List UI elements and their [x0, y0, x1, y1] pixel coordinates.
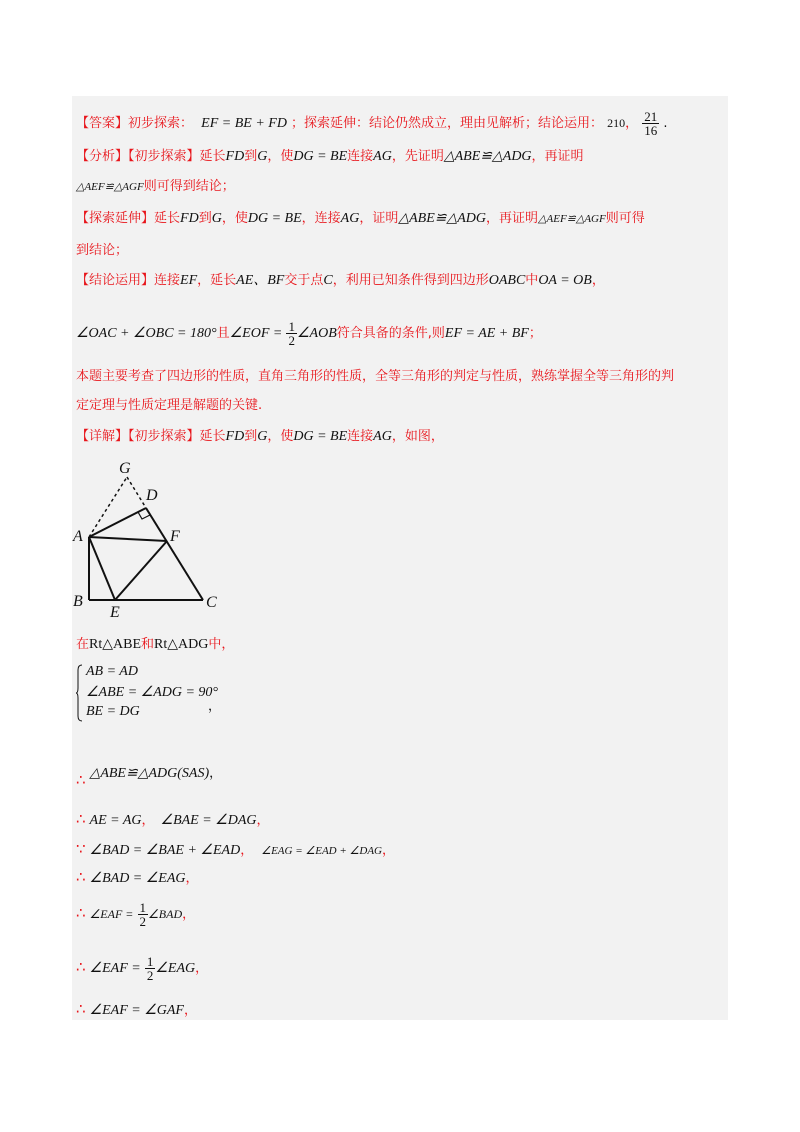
- analysis-line-2: △AEF≌△AGF则可得到结论；: [76, 179, 235, 194]
- step-5: ∴ ∠EAF = $\frac{1}{2}$ ∠BAD，: [76, 900, 196, 929]
- step-3: ∵ ∠BAD = ∠BAE + ∠EAD， ∠EAG = ∠EAD + ∠DAG，: [76, 840, 396, 858]
- step-6: ∴ ∠EAF = $\frac{1}{2}$ ∠EAG，: [76, 954, 209, 983]
- step-7: ∴ ∠EAF = ∠GAF，: [76, 1000, 197, 1018]
- equation-row-3: BE = DG: [86, 704, 140, 719]
- step-6-fraction: $\frac{1}{2}$: [146, 954, 154, 983]
- label-c: C: [206, 594, 217, 611]
- answer-line: 【答案】初步探索： EF = BE + FD ；探索延伸：结论仍然成立，理由见解析；结论运用： 210， $\frac{21}{16}$ .: [76, 109, 668, 138]
- label-g: G: [119, 460, 131, 477]
- left-brace: [76, 664, 82, 722]
- segment-ad: [89, 508, 146, 537]
- step-1: ∴ △ABE≌△ADG(SAS)，: [76, 766, 223, 789]
- answer-fraction: $\frac{21}{16}$: [644, 109, 658, 138]
- label-f: F: [170, 528, 180, 545]
- geometry-figure: [72, 455, 232, 620]
- step-5-fraction: $\frac{1}{2}$: [139, 900, 147, 929]
- equation-row-1: AB = AD: [86, 664, 138, 679]
- analysis-fraction: $\frac{1}{2}$: [288, 319, 295, 348]
- label-b: B: [73, 593, 83, 610]
- label-e: E: [110, 604, 120, 620]
- step-4: ∴ ∠BAD = ∠EAG，: [76, 868, 199, 886]
- detail-line-1: 【详解】【初步探索】延长FD到G，使DG = BE连接AG，如图，: [76, 429, 444, 444]
- analysis-line-8: 定定理与性质定理是解题的关键.: [76, 398, 263, 413]
- segment-af: [89, 537, 167, 541]
- segment-ef: [115, 541, 167, 600]
- segment-ae: [89, 537, 115, 600]
- analysis-line-4: 到结论；: [76, 243, 129, 258]
- equation-system-end: ，: [208, 699, 222, 714]
- equation-row-2: ∠ABE = ∠ADG = 90°: [86, 685, 219, 700]
- detail-in-line: 在Rt△ABE和Rt△ADG中，: [76, 637, 235, 652]
- analysis-line-7: 本题主要考查了四边形的性质，直角三角形的性质，全等三角形的判定与性质，熟练掌握全等三角形的判: [76, 369, 675, 384]
- segment-gd-dashed: [127, 477, 146, 508]
- step-2: ∴ AE = AG， ∠BAE = ∠DAG，: [76, 810, 270, 828]
- analysis-line-5: 【结论运用】连接EF，延长AE、BF交于点C，利用已知条件得到四边形OABC中OA = OB，: [76, 273, 605, 288]
- analysis-line-1: 【分析】【初步探索】延长FD到G，使DG = BE连接AG，先证明△ABE≌△ADG，再证明: [76, 149, 584, 164]
- label-d: D: [146, 487, 158, 504]
- label-a: A: [73, 528, 83, 545]
- analysis-line-6: ∠OAC + ∠OBC = 180°且∠EOF = $\frac{1}{2}$ ∠AOB符合具备的条件,则EF = AE + BF；: [76, 319, 542, 348]
- analysis-line-3: 【探索延伸】延长FD到G，使DG = BE，连接AG，证明△ABE≌△ADG，再证明△AEF≌△AGF则可得: [76, 211, 645, 226]
